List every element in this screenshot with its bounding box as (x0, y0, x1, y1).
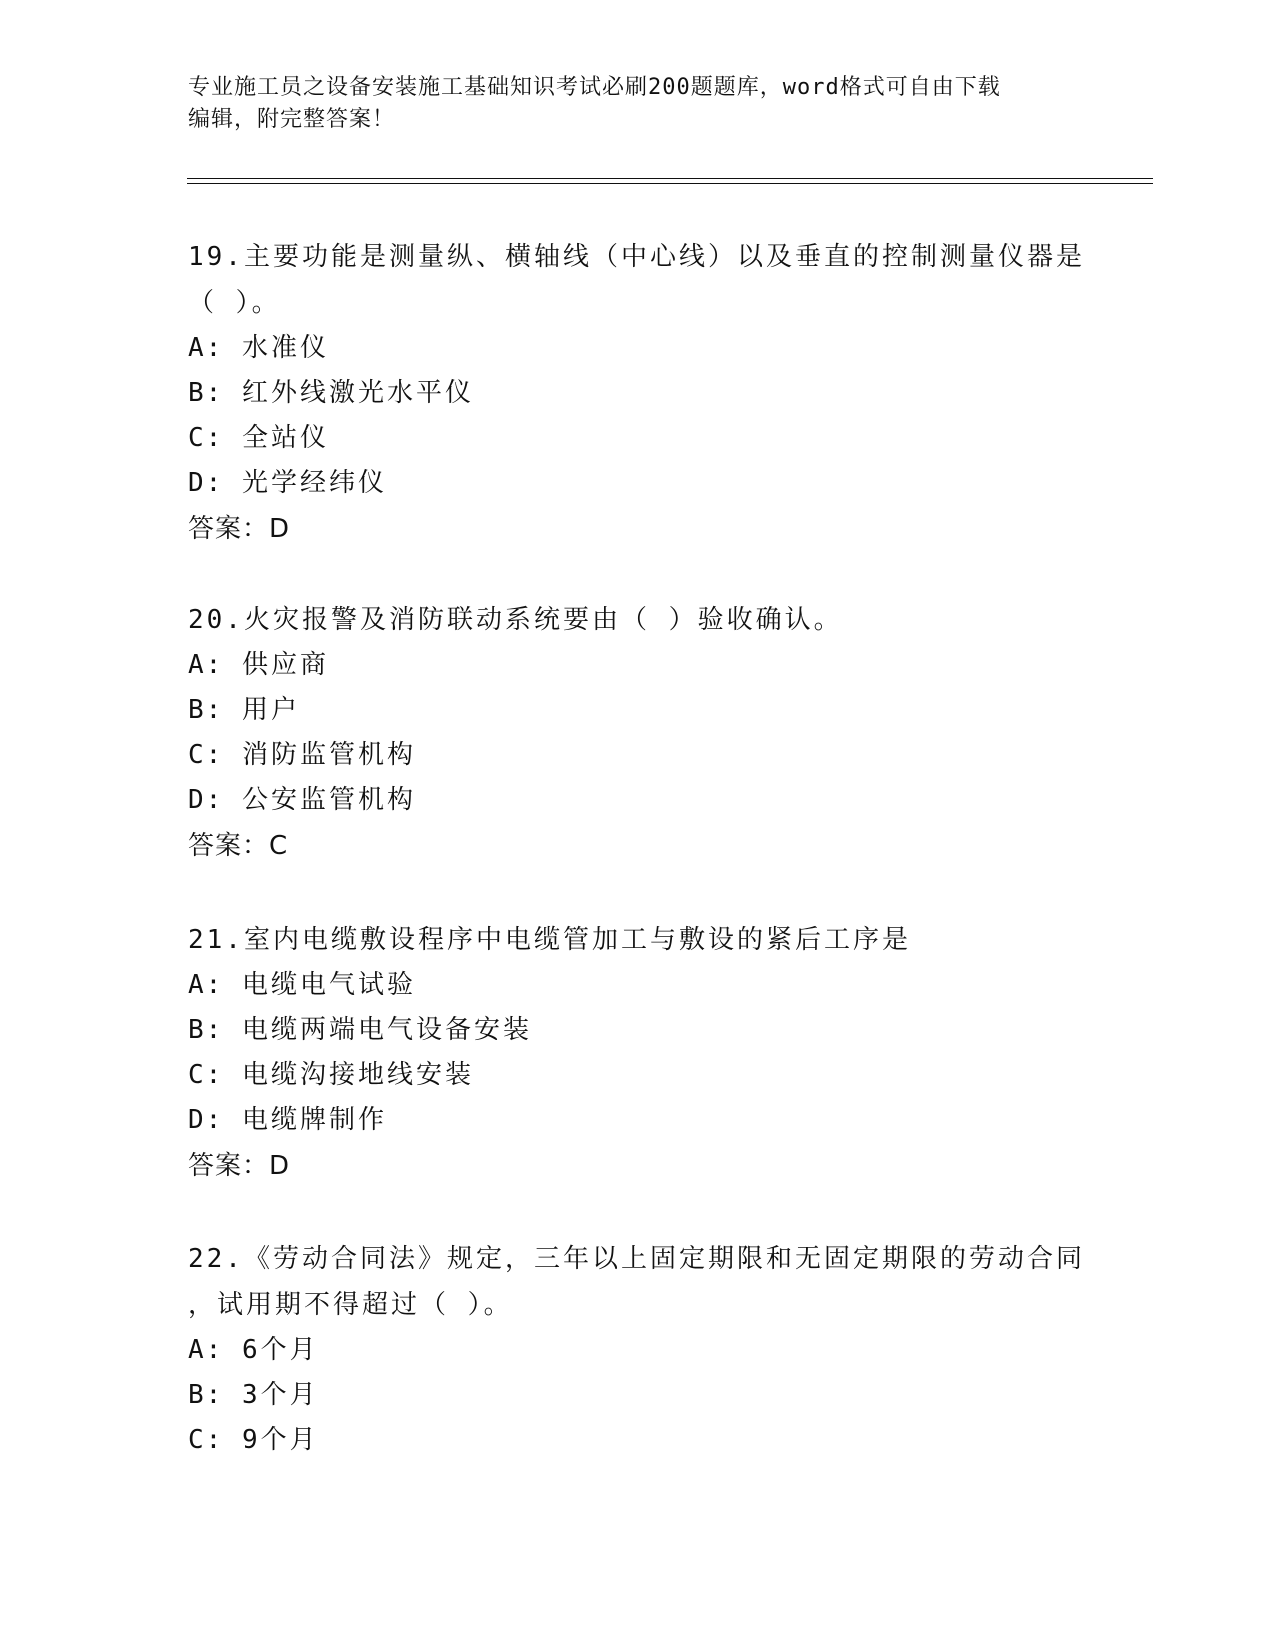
option-key: A: (188, 333, 224, 363)
option-key: D: (188, 785, 224, 815)
option-d (188, 1098, 1088, 1143)
option-a (188, 326, 1088, 371)
header-divider-bottom (187, 183, 1153, 184)
option-key: D: (188, 468, 224, 498)
option-text: 红外线激光水平仪 (241, 378, 474, 408)
option-key: C: (188, 1425, 224, 1455)
header-title-line-2: 编辑，附完整答案！ (188, 107, 396, 132)
option-text: 电缆牌制作 (241, 1105, 387, 1135)
option-b (188, 688, 1088, 733)
answer-label: 答案：C (188, 831, 289, 861)
option-text: 全站仪 (241, 423, 329, 453)
option-key: A: (188, 1335, 224, 1365)
question-stem: 21.室内电缆敷设程序中电缆管加工与敷设的紧后工序是 (188, 925, 911, 955)
option-text: 9个月 (241, 1425, 319, 1455)
option-key: B: (188, 378, 224, 408)
option-b (188, 1373, 1088, 1418)
option-key: A: (188, 650, 224, 680)
option-c (188, 416, 1088, 461)
answer-label: 答案：D (188, 1151, 291, 1181)
question-stem-continuation: （ ）。 (188, 288, 281, 318)
option-text: 6个月 (241, 1335, 319, 1365)
question-stem: 22.《劳动合同法》规定，三年以上固定期限和无固定期限的劳动合同 (188, 1244, 1085, 1274)
option-key: B: (188, 1380, 224, 1410)
option-key: C: (188, 740, 224, 770)
option-d (188, 778, 1088, 823)
question-22 (188, 1236, 1088, 1463)
option-key: B: (188, 1015, 224, 1045)
option-c (188, 1418, 1088, 1463)
option-key: D: (188, 1105, 224, 1135)
option-key: B: (188, 695, 224, 725)
option-key: C: (188, 1060, 224, 1090)
question-19 (188, 234, 1088, 552)
option-text: 电缆两端电气设备安装 (241, 1015, 532, 1045)
option-text: 水准仪 (241, 333, 329, 363)
option-text: 电缆电气试验 (241, 970, 416, 1000)
header-title-line-1: 专业施工员之设备安装施工基础知识考试必刷200题题库，word格式可自由下载 (188, 75, 1001, 100)
answer-label: 答案：D (188, 514, 291, 544)
option-a (188, 1328, 1088, 1373)
option-d (188, 461, 1088, 506)
option-text: 光学经纬仪 (241, 468, 387, 498)
option-b (188, 371, 1088, 416)
question-stem: 19.主要功能是测量纵、横轴线（中心线）以及垂直的控制测量仪器是 (188, 242, 1085, 272)
option-c (188, 733, 1088, 778)
question-stem: 20.火灾报警及消防联动系统要由（ ）验收确认。 (188, 605, 843, 635)
question-20 (188, 597, 1088, 869)
header-divider-top (187, 178, 1153, 179)
option-text: 用户 (241, 695, 300, 725)
document-header (188, 72, 1088, 136)
option-a (188, 963, 1088, 1008)
option-text: 电缆沟接地线安装 (241, 1060, 474, 1090)
question-21 (188, 917, 1088, 1189)
option-text: 供应商 (241, 650, 329, 680)
option-key: A: (188, 970, 224, 1000)
question-stem-continuation: ，试用期不得超过（ ）。 (188, 1290, 513, 1320)
option-b (188, 1008, 1088, 1053)
option-a (188, 643, 1088, 688)
option-text: 公安监管机构 (241, 785, 416, 815)
option-key: C: (188, 423, 224, 453)
option-c (188, 1053, 1088, 1098)
option-text: 消防监管机构 (241, 740, 416, 770)
option-text: 3个月 (241, 1380, 319, 1410)
